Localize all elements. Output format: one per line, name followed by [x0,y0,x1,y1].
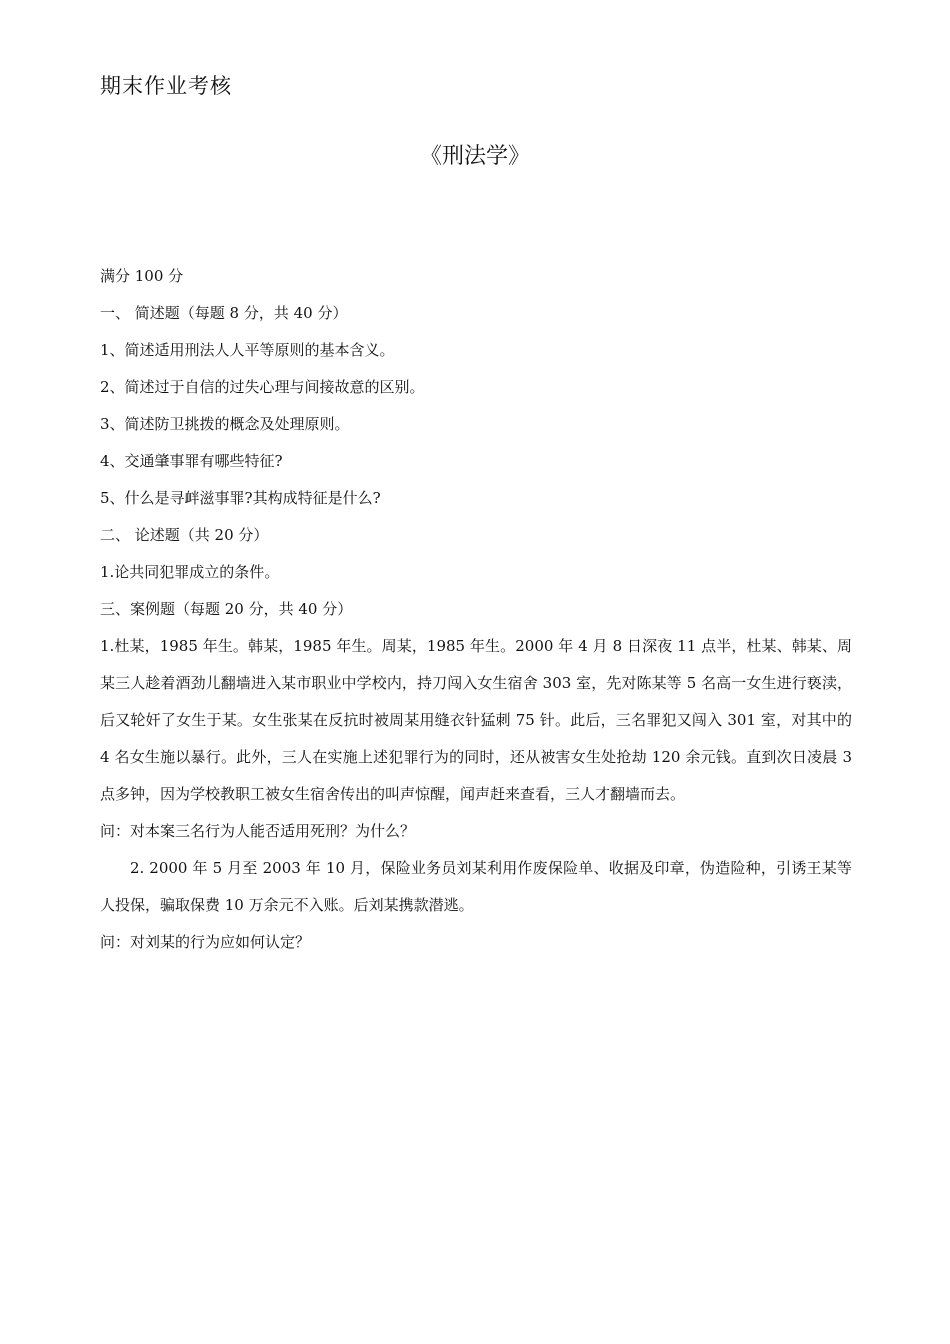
case1-paragraph: 1.杜某，1985 年生。韩某，1985 年生。周某，1985 年生。2000 年 4 月 8 日深夜 11 点半，杜某、韩某、周某三人趁着酒劲儿翻墙进入某市职业中学校内，持刀闯入女生宿舍 303 室，先对陈某等 5 名高一女生进行亵渎，后又轮奸了女生于某。女生张某在反抗时被周某用缝衣针猛刺 75 针。此后，三名罪犯又闯入 301 室，对其中的 4 名女生施以暴行。此外，三人在实施上述犯罪行为的同时，还从被害女生处抢劫 120 余元钱。直到次日凌晨 3 点多钟，因为学校教职工被女生宿舍传出的叫声惊醒，闻声赶来查看，三人才翻墙而去。 [100,637,852,803]
case2-paragraph: 2. 2000 年 5 月至 2003 年 10 月，保险业务员刘某利用作废保险单、收据及印章，伪造险种，引诱王某等人投保，骗取保费 10 万余元不入账。后刘某携款潜逃。 [100,859,852,914]
section3-heading: 三、案例题（每题 20 分，共 40 分） [100,600,353,618]
case2-question: 问：对刘某的行为应如何认定？ [100,933,311,951]
course-title: 《刑法学》 [419,144,530,169]
question-item: 4、交通肇事罪有哪些特征? [100,452,283,470]
question-item: 1、简述适用刑法人人平等原则的基本含义。 [100,341,395,359]
section2-heading: 二、 论述题（共 20 分） [100,526,269,544]
question-item: 1.论共同犯罪成立的条件。 [100,563,280,581]
section1-heading: 一、 简述题（每题 8 分，共 40 分） [100,304,348,322]
question-item: 2、简述过于自信的过失心理与间接故意的区别。 [100,378,425,396]
case1-question: 问：对本案三名行为人能否适用死刑？为什么？ [100,822,416,840]
exam-content [100,258,852,961]
question-item: 3、简述防卫挑拨的概念及处理原则。 [100,415,350,433]
full-score: 满分 100 分 [100,267,184,285]
question-item: 5、什么是寻衅滋事罪?其构成特征是什么? [100,489,381,507]
header-label: 期末作业考核 [100,74,232,98]
